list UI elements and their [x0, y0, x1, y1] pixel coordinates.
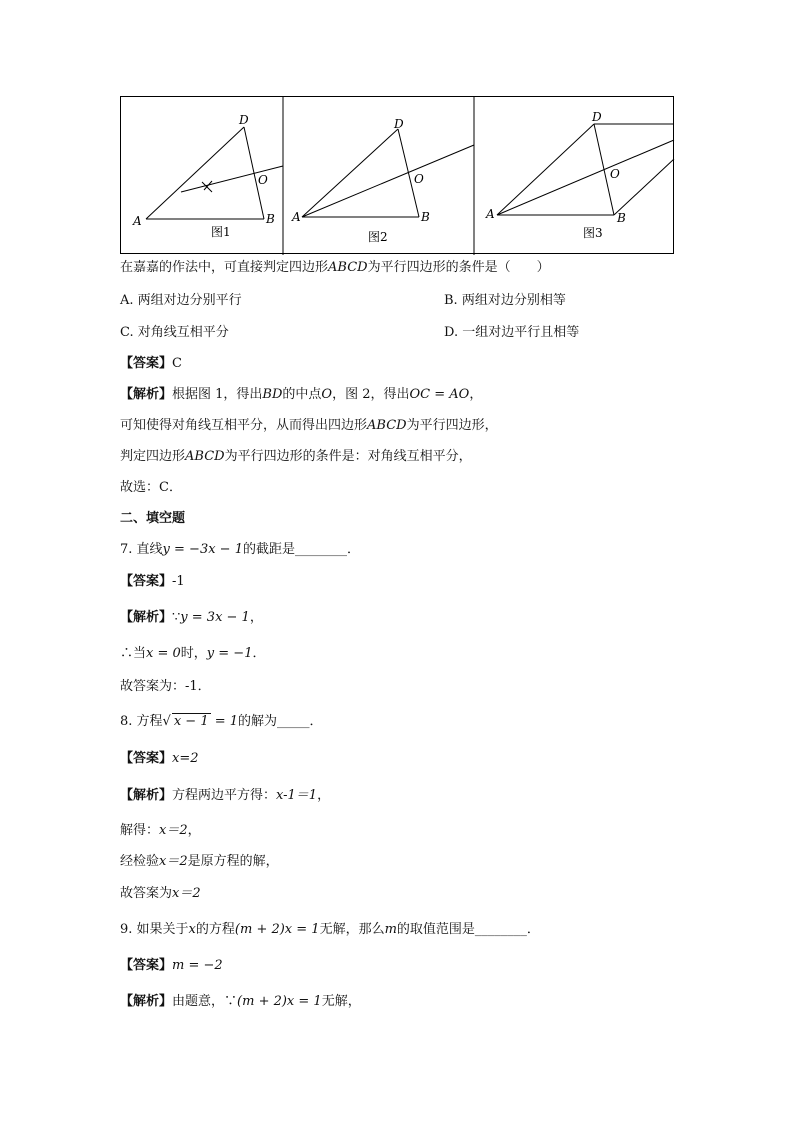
- q8-analysis-line-2: 解得：x＝2，: [120, 823, 201, 838]
- q6-analysis-line-3: 判定四边形ABCD为平行四边形的条件是：对角线互相平分，: [120, 449, 472, 464]
- q6-option-d: D. 一组对边平行且相等: [444, 325, 580, 340]
- q6-option-b: B. 两组对边分别相等: [444, 293, 566, 308]
- q6-analysis-line-4: 故选：C．: [120, 480, 182, 495]
- q6-analysis-line-2: 可知使得对角线互相平分，从而得出四边形ABCD为平行四边形，: [120, 418, 498, 433]
- q6-option-a: A. 两组对边分别平行: [120, 293, 242, 308]
- fig2-label-B: B: [421, 210, 430, 224]
- q7-answer: 【答案】-1: [120, 574, 185, 589]
- q8-analysis-line-4: 故答案为x＝2: [120, 886, 201, 901]
- fig3-label-B: B: [617, 211, 626, 225]
- fig1-AD: [146, 127, 244, 219]
- q6-answer: 【答案】C: [120, 356, 182, 371]
- fig2-caption: 图2: [368, 230, 388, 244]
- fig2-AD: [302, 129, 398, 217]
- q7-analysis-line-1: 【解析】∵y = 3x − 1，: [120, 610, 263, 625]
- q8-answer: 【答案】x=2: [120, 751, 199, 766]
- fig3-ray: [497, 140, 674, 215]
- q9-answer: 【答案】m = −2: [120, 958, 223, 973]
- fig1-label-A: A: [133, 214, 142, 228]
- q6-stem: 在嘉嘉的作法中，可直接判定四边形ABCD为平行四边形的条件是（ ）: [120, 260, 550, 275]
- fig2-label-A: A: [292, 210, 301, 224]
- fig3-label-A: A: [486, 207, 495, 221]
- q8-analysis-line-3: 经检验x＝2是原方程的解，: [120, 854, 279, 869]
- geometry-figures: [121, 97, 675, 255]
- q7-analysis-line-3: 故答案为：-1．: [120, 679, 211, 694]
- fig1-label-O: O: [258, 173, 268, 187]
- q8-stem: 8. 方程√ x − 1 = 1的解为_____．: [120, 714, 323, 729]
- q9-analysis-line-1: 【解析】由题意，∵(m + 2)x = 1无解，: [120, 994, 361, 1009]
- q8-analysis-line-1: 【解析】方程两边平方得：x-1＝1，: [120, 788, 331, 803]
- fig1-label-B: B: [266, 212, 275, 226]
- fig3-AD: [497, 124, 594, 215]
- fig2-label-O: O: [414, 172, 424, 186]
- fig3-label-D: D: [592, 110, 602, 124]
- section-heading-fill-blank: 二、填空题: [120, 511, 186, 526]
- q6-option-c: C. 对角线互相平分: [120, 325, 229, 340]
- fig2-label-D: D: [394, 117, 404, 131]
- fig1-caption: 图1: [211, 225, 231, 239]
- fig1-label-D: D: [239, 113, 249, 127]
- fig3-caption: 图3: [583, 226, 603, 240]
- fig2-ray: [302, 145, 474, 217]
- q7-analysis-line-2: ∴当x = 0时，y = −1．: [120, 646, 266, 661]
- figure-panel: [120, 96, 674, 254]
- fig3-label-O: O: [610, 167, 620, 181]
- q9-stem: 9. 如果关于x的方程(m + 2)x = 1无解，那么m的取值范围是________．: [120, 922, 540, 937]
- q7-stem: 7. 直线y = −3x − 1的截距是________．: [120, 542, 360, 557]
- sqrt-sign: √: [162, 714, 171, 729]
- q6-analysis-line-1: 【解析】根据图 1，得出BD的中点O，图 2，得出OC = AO，: [120, 387, 483, 402]
- fig3-B-ray: [614, 159, 674, 215]
